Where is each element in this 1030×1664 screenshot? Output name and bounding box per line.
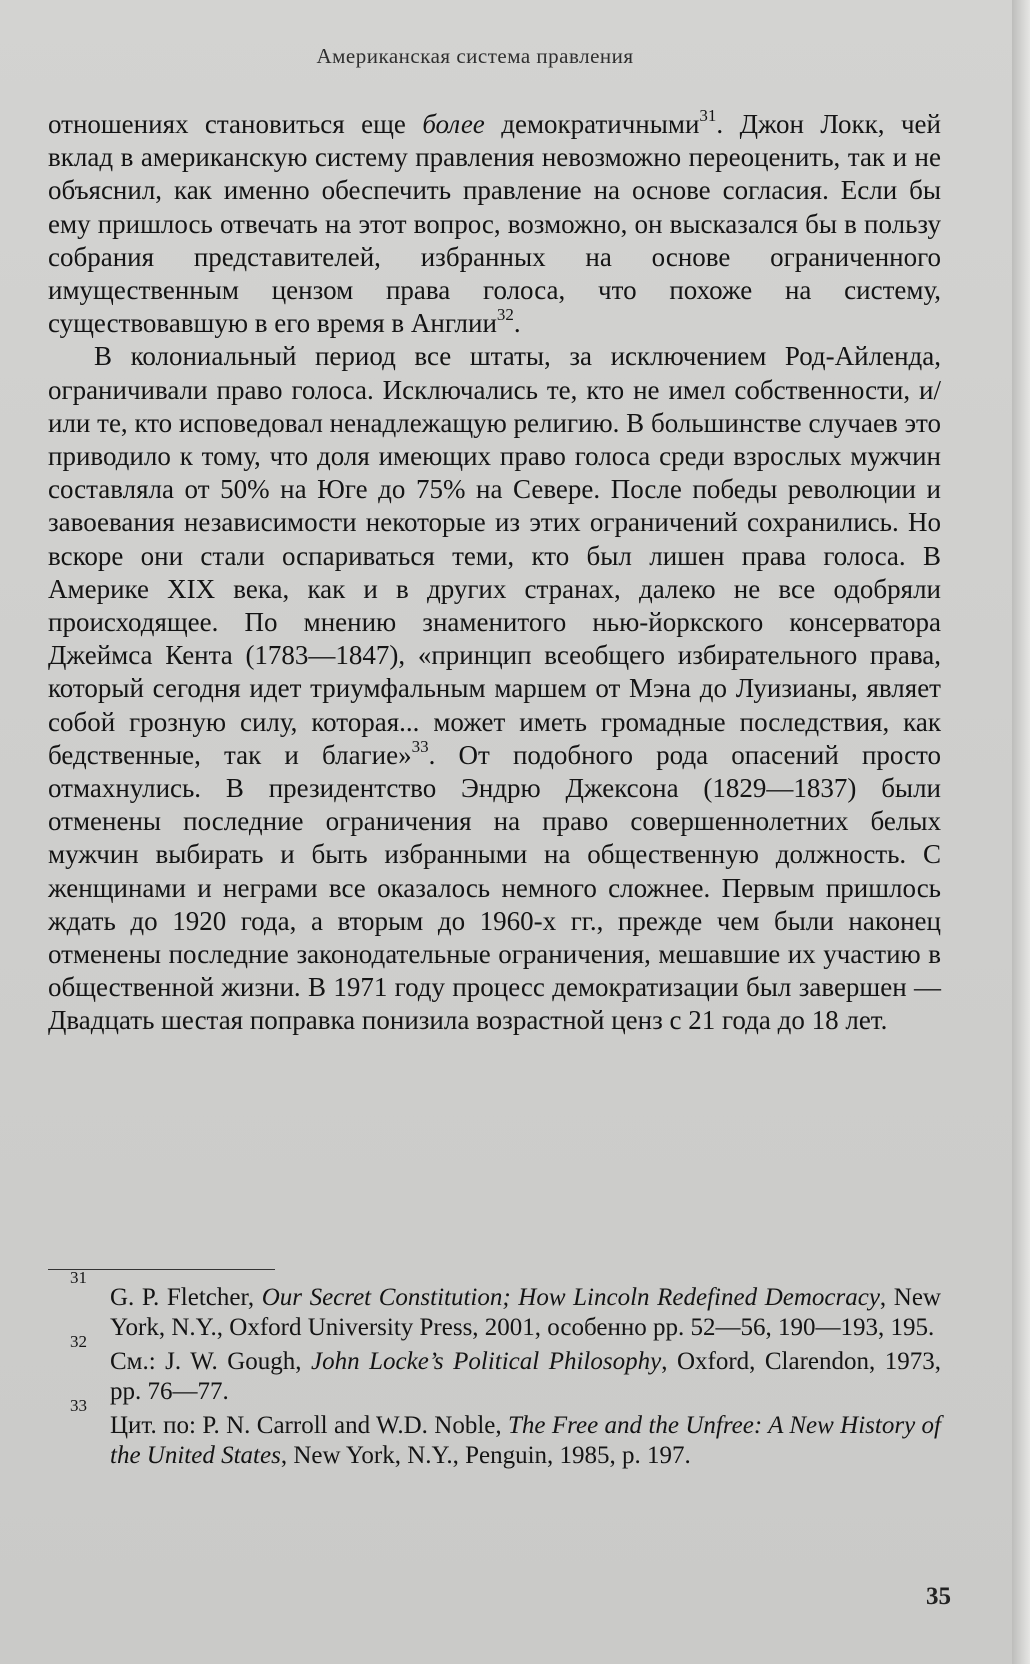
paragraph-1-emphasis: более xyxy=(422,109,485,139)
footnote-32: 32 См.: J. W. Gough, John Locke’s Political Philosophy, Oxford, Clarendon, 1973, pp. 76—77. xyxy=(70,1332,942,1405)
footnote-title: Our Secret Constitution; How Lincoln Redefined Democracy xyxy=(261,1284,880,1311)
footnote-ref-33[interactable]: 33 xyxy=(411,736,429,756)
footnote-title: The Free and the Unfree: A New History of the United States xyxy=(110,1412,942,1469)
paragraph-1-text-d: . xyxy=(513,308,521,339)
running-head: Американская система правления xyxy=(316,44,634,68)
footnote-33: 33 Цит. по: P. N. Carroll and W.D. Noble, The Free and the Unfree: A New History of the United States, New York, N.Y., Penguin, 1985, p. 197. xyxy=(70,1396,942,1469)
footnote-ref-32[interactable]: 32 xyxy=(496,305,514,325)
page-number: 35 xyxy=(926,1583,951,1610)
page-spine-edge xyxy=(1012,0,1030,1664)
footnote-31: 31 G. P. Fletcher, Our Secret Constitution; How Lincoln Redefined Democracy, New York, N.Y., Oxford University Press, 2001, особенно pp. 52—56, 190—193, 195. xyxy=(70,1268,941,1341)
footnote-text: , New York, N.Y., Oxford University Press, 2001, особенно pp. 52—56, 190—193, 195. xyxy=(110,1284,941,1341)
footnotes xyxy=(48,1268,942,1476)
paragraph-2 xyxy=(48,340,941,1037)
footnote-title: John Locke’s Political Philosophy xyxy=(311,1348,662,1376)
footnote-text: , New York, N.Y., Penguin, 1985, p. 197. xyxy=(280,1441,691,1469)
footnote-text: , Oxford, Clarendon, 1973, pp. 76—77. xyxy=(110,1348,942,1405)
paragraph-1-text-b: демократичными xyxy=(484,109,700,139)
body-text xyxy=(48,108,941,1038)
footnote-text: G. P. Fletcher, xyxy=(110,1284,262,1311)
paragraph-1 xyxy=(48,108,941,340)
footnote-ref-31[interactable]: 31 xyxy=(699,106,717,126)
paragraph-2-text-b: . От подобного рода опасений просто отмахнулись. В президентство Эндрю Джексона (1829—1837) были отменены последние ограничения на право совершеннолетних белых мужчин выбирать и быть избранными на общественную должность. С женщинами и неграми все оказалось немного сложнее. Первым пришлось ждать до 1920 года, а вторым до 1960-х гг., прежде чем были наконец отменены последние законодательные ограничения, мешавшие их участию в общественной жизни. В 1971 году процесс демократизации был завершен — Двадцать шестая поправка понизила возрастной ценз с 21 года до 18 лет. xyxy=(48,739,941,1036)
footnote-text: См.: J. W. Gough, xyxy=(110,1348,312,1376)
footnote-text: Цит. по: P. N. Carroll and W.D. Noble, xyxy=(110,1412,509,1440)
paragraph-2-text-a: В колониальный период все штаты, за исключением Род-Айленда, ограничивали право голоса. Исключались те, кто не имел собственности, и/или те, кто исповедовал ненадлежащую религию. В большинстве случаев это приводило к тому, что доля имеющих право голоса среди взрослых мужчин составляла от 50% на Юге до 75% на Севере. После победы революции и завоевания независимости некоторые из этих ограничений сохранились. Но вскоре они стали оспариваться теми, кто был лишен права голоса. В Америке XIX века, как и в других странах, далеко не все одобряли происходящее. По мнению знаменитого нью-йоркского консерватора Джеймса Кента (1783—1847), «принцип всеобщего избирательного права, который сегодня идет триумфальным маршем от Мэна до Луизианы, являет собой грозную силу, которая... может иметь громадные последствия, как бедственные, так и благие» xyxy=(48,341,941,770)
paragraph-1-text-a: отношениях становиться еще xyxy=(48,109,423,139)
paragraph-1-text-c: . Джон Локк, чей вклад в американскую систему правления невозможно переоценить, так и не объяснил, как именно обеспечить правление на основе согласия. Если бы ему пришлось отвечать на этот вопрос, возможно, он высказался бы в пользу собрания представителей, избранных на основе ограниченного имущественным цензом права голоса, что похоже на систему, существовавшую в его время в Англии xyxy=(48,109,941,339)
